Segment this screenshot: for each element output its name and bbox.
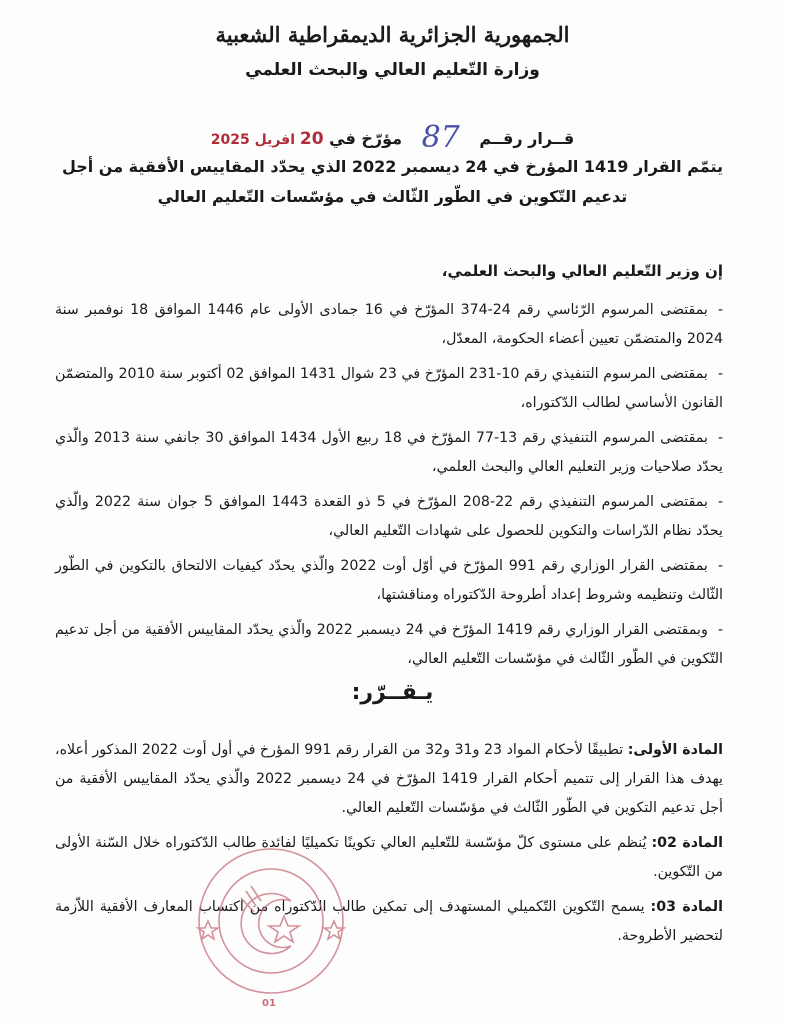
dated-label: مؤرّخ في: [329, 129, 403, 148]
republic-header: الجمهورية الجزائرية الديمقراطية الشعبية: [215, 22, 570, 47]
articles-list: [55, 736, 723, 957]
decree-date-rest: افريل 2025: [210, 132, 296, 148]
article-1: [55, 736, 723, 823]
article-text: تطبيقًا لأحكام المواد 23 و31 و32 من القرار رقم 991 المؤرخ في أول أوت 2022 المذكور أعلاه، يهدف هذا القرار إلى تتميم أحكام القرار 1419 المؤرّخ في 24 ديسمبر 2022 والّذي يحدّد المقاييس الأفقية من أجل تدعيم التكوين في الطّور الثّالث في مؤسّسات التّعليم العالي.: [55, 742, 723, 816]
decree-title: يتمّم القرار 1419 المؤرخ في 24 ديسمبر 2022 الذي يحدّد المقاييس الأفقية من أجل تدعيم التّكوين في الطّور الثّالث في مؤسّسات التّعليم العالي: [61, 157, 724, 206]
visa-item: -بمقتضى القرار الوزاري رقم 991 المؤرّخ في أوّل أوت 2022 والّذي يحدّد كيفيات الالتحاق بالتكوين في الطّور الثّالث وتنظيمه وشروط إعداد أطروحة الدّكتوراه ومناقشتها،: [55, 558, 723, 603]
visa-item: -بمقتضى المرسوم التنفيذي رقم 22-208 المؤرّخ في 5 ذو القعدة 1443 الموافق 5 جوان سنة 2022 والّذي يحدّد نظام الدّراسات والتكوين للحصول على شهادات التّعليم العالي،: [55, 494, 724, 539]
ministry-seal-icon: [196, 846, 346, 996]
article-text: يُنظم على مستوى كلّ مؤسّسة للتّعليم العالي تكوينًا تكميليًا لفائدة طالب الدّكتوراه خلال السّنة الأولى من التّكوين.: [55, 835, 723, 880]
minister-line: إن وزير التّعليم العالي والبحث العلمي،: [441, 262, 723, 280]
visa-text: بمقتضى المرسوم التنفيذي رقم 13-77 المؤرّخ في 18 ربيع الأول 1434 الموافق 30 جانفي سنة 2013 والّذي يحدّد صلاحيات وزير التعليم العالي والبحث العلمي،: [55, 430, 723, 475]
article-2: [55, 829, 723, 887]
visa-item: -بمقتضى المرسوم التنفيذي رقم 10-231 المؤرّخ في 23 شوال 1431 الموافق 02 أكتوبر سنة 2010 والمتضمّن القانون الأساسي لطالب الدّكتوراه،: [55, 366, 723, 411]
visa-text: بمقتضى المرسوم التنفيذي رقم 10-231 المؤرّخ في 23 شوال 1431 الموافق 02 أكتوبر سنة 2010 والمتضمّن القانون الأساسي لطالب الدّكتوراه،: [55, 366, 723, 411]
decree-number-line: [0, 120, 785, 155]
decree-date-day: 20: [299, 129, 324, 149]
article-label: المادة 03:: [650, 899, 724, 915]
article-label: المادة الأولى:: [627, 742, 723, 758]
visas-list: [55, 296, 723, 680]
ministry-header: وزارة التّعليم العالي والبحث العلمي: [245, 60, 540, 80]
decides-heading: يـقــرّر:: [351, 680, 434, 705]
article-label: المادة 02:: [651, 835, 724, 851]
visa-item: -بمقتضى المرسوم التنفيذي رقم 13-77 المؤرّخ في 18 ربيع الأول 1434 الموافق 30 جانفي سنة 2013 والّذي يحدّد صلاحيات وزير التعليم العالي والبحث العلمي،: [55, 430, 724, 475]
visa-text: وبمقتضى القرار الوزاري رقم 1419 المؤرّخ في 24 ديسمبر 2022 والّذي يحدّد المقاييس الأفقية من أجل تدعيم التّكوين في الطّور الثّالث في مؤسّسات التّعليم العالي،: [55, 622, 723, 667]
visa-text: بمقتضى المرسوم الرّئاسي رقم 24-374 المؤرّخ في 16 جمادى الأولى عام 1446 الموافق 18 نوفمبر سنة 2024 والمتضمّن تعيين أعضاء الحكومة، المعدّل،: [55, 302, 723, 347]
decree-label: قــرار رقــم: [479, 129, 575, 148]
visa-item: -بمقتضى المرسوم الرّئاسي رقم 24-374 المؤرّخ في 16 جمادى الأولى عام 1446 الموافق 18 نوفمبر سنة 2024 والمتضمّن تعيين أعضاء الحكومة، المعدّل،: [55, 302, 723, 347]
article-3: [55, 893, 723, 951]
decree-date: [210, 129, 324, 149]
visa-text: بمقتضى المرسوم التنفيذي رقم 22-208 المؤرّخ في 5 ذو القعدة 1443 الموافق 5 جوان سنة 2022 والّذي يحدّد نظام الدّراسات والتكوين للحصول على شهادات التّعليم العالي،: [55, 494, 723, 539]
decree-number: 87: [421, 120, 460, 155]
visa-item: -وبمقتضى القرار الوزاري رقم 1419 المؤرّخ في 24 ديسمبر 2022 والّذي يحدّد المقاييس الأفقية من أجل تدعيم التّكوين في الطّور الثّالث في مؤسّسات التّعليم العالي،: [55, 622, 723, 667]
visa-text: بمقتضى القرار الوزاري رقم 991 المؤرّخ في أوّل أوت 2022 والّذي يحدّد كيفيات الالتحاق بالتكوين في الطّور الثّالث وتنظيمه وشروط إعداد أطروحة الدّكتوراه ومناقشتها،: [55, 558, 723, 603]
seal-page-number: 01: [262, 998, 276, 1009]
article-text: يسمح التّكوين التّكميلي المستهدف إلى تمكين طالب الدّكتوراه من اكتساب المعارف الأفقية اللاّزمة لتحضير الأطروحة.: [55, 899, 723, 944]
